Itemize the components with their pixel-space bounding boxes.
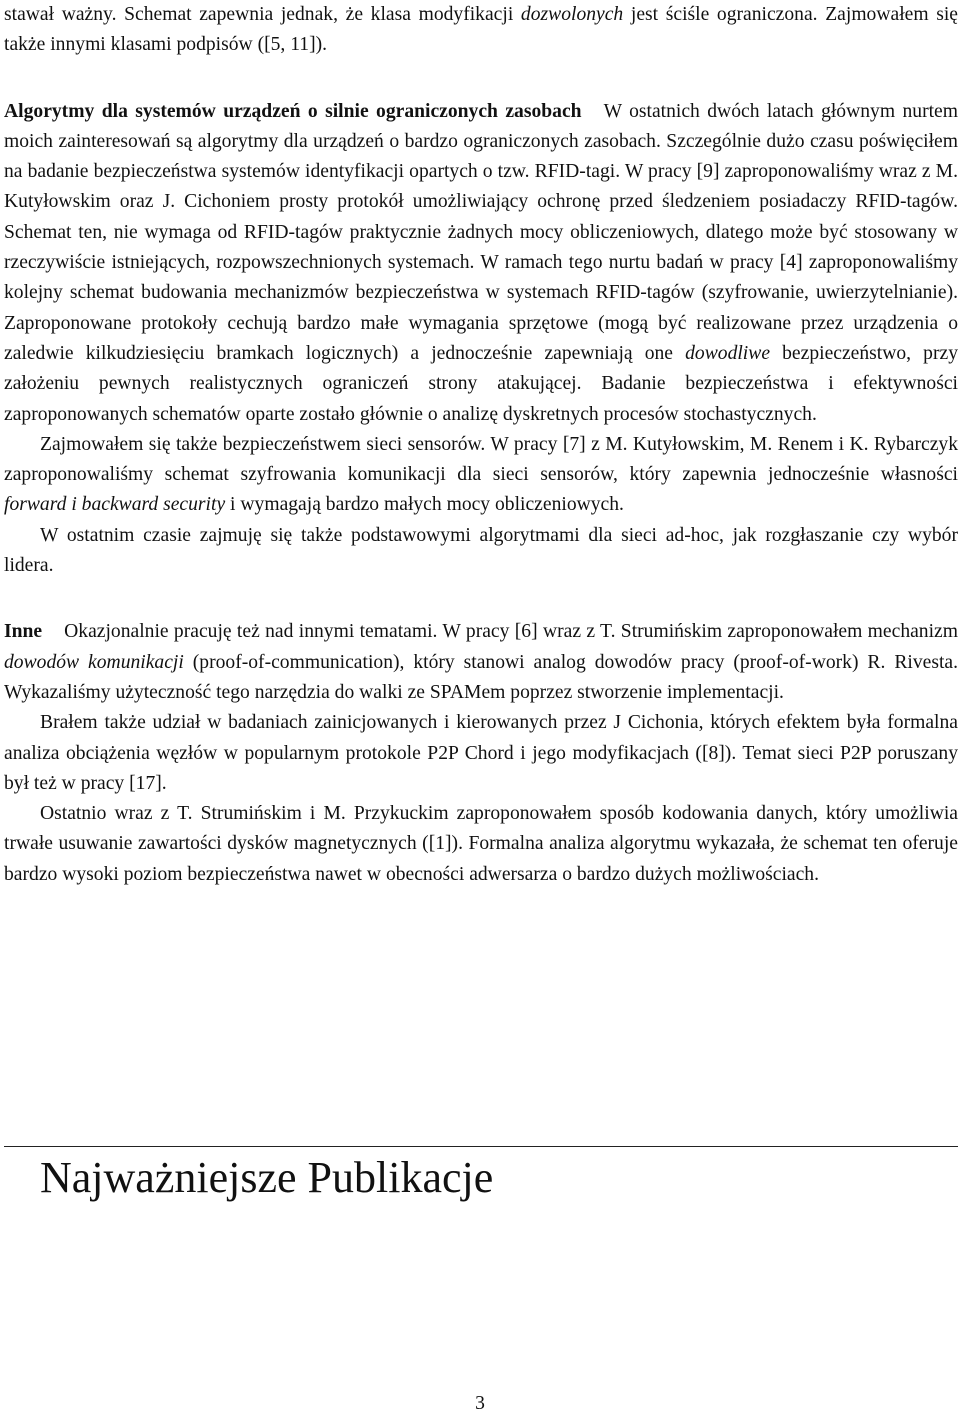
emphasis: dowodów komunikacji	[4, 651, 184, 673]
subsection-heading: Algorytmy dla systemów urządzeń o silnie ograniczonych zasobach	[4, 100, 582, 122]
paragraph-other: Inne Okazjonalnie pracuję też nad innymi tematami. W pracy [6] wraz z T. Strumińskim zaproponowałem mechanizm dowodów komunikacji (proof-of-communication), który stanowi analog dowodów pracy (proof-of-work) R. Rivesta. Wykazaliśmy użyteczność tego narzędzia do walki ze SPAMem poprzez stworzenie implementacji.	[4, 621, 959, 703]
paragraph-p2p: Brałem także udział w badaniach zainicjowanych i kierowanych przez J Cichonia, których efektem była formalna analiza obciążenia węzłów w popularnym protokole P2P Chord i jego modyfikacjach ([8]). Temat sieci P2P poruszany był też w pracy [17].	[4, 712, 958, 794]
emphasis: dowodliwe	[685, 342, 771, 364]
subsection-heading: Inne	[4, 621, 43, 643]
section-title: Najważniejsze Publikacje	[40, 1153, 494, 1202]
paragraph-algorithms-constrained-devices: Algorytmy dla systemów urządzeń o silnie ograniczonych zasobach W ostatnich dwóch latach głównym nurtem moich zainteresowań są algorytmy dla urządzeń o bardzo ograniczonych zasobach. Szczególnie dużo czasu poświęciłem na badanie bezpieczeństwa systemów identyfikacji opartych o tzw. RFID-tagi. W pracy [9] zaproponowaliśmy wraz z M. Kutyłowskim oraz J. Cichoniem prosty protokół umożliwiający ochronę przed śledzeniem posiadaczy RFID-tagów. Schemat ten, nie wymaga od RFID-tagów praktycznie żadnych mocy obliczeniowych, dlatego może być stosowany w rzeczywiście istniejących, rozpowszechnionych systemach. W ramach tego nurtu badań w pracy [4] zaproponowaliśmy kolejny schemat budowania mechanizmów bezpieczeństwa w systemach RFID-tagów (szyfrowanie, uwierzytelnianie). Zaproponowane protokoły cechują bardzo małe wymagania sprzętowe (mogą być realizowane przez urządzenia o zaledwie kilkudziesięciu bramkach logicznych) a jednocześnie zapewniają one dowodliwe bezpieczeństwo, przy założeniu pewnych realistycznych ograniczeń strony atakującej. Badanie bezpieczeństwa i efektywności zaproponowanych schematów oparte zostało głównie o analizę dyskretnych procesów stochastycznych.	[4, 100, 958, 425]
paragraph-data-erasure: Ostatnio wraz z T. Strumińskim i M. Przykuckim zaproponowałem sposób kodowania danych, który umożliwia trwałe usuwanie zawartości dysków magnetycznych ([1]). Formalna analiza algorytmu wykazała, że schemat ten oferuje bardzo wysoki poziom bezpieczeństwa nawet w obecności adwersarza o bardzo dużych możliwościach.	[4, 803, 958, 885]
paragraph-ad-hoc: W ostatnim czasie zajmuję się także podstawowymi algorytmami dla sieci ad-hoc, jak rozgłaszanie czy wybór lidera.	[4, 524, 958, 577]
section-divider	[4, 1146, 958, 1147]
body-text	[4, 0, 958, 890]
emphasis: dozwolonych	[520, 4, 624, 25]
emphasis: forward i backward security	[4, 494, 226, 516]
paragraph-sensor-networks: Zajmowałem się także bezpieczeństwem sieci sensorów. W pracy [7] z M. Kutyłowskim, M. Renem i K. Rybarczyk zaproponowaliśmy schemat szyfrowania komunikacji dla sieci sensorów, który zapewnia jednocześnie własności forward i backward security i wymagają bardzo małych mocy obliczeniowych.	[4, 433, 958, 516]
paragraph-continuation: stawał ważny. Schemat zapewnia jednak, że klasa modyfikacji dozwolonych jest ściśle ograniczona. Zajmowałem się także innymi klasami podpisów ([5, 11]).	[4, 4, 959, 56]
page-number: 3	[475, 1393, 485, 1414]
